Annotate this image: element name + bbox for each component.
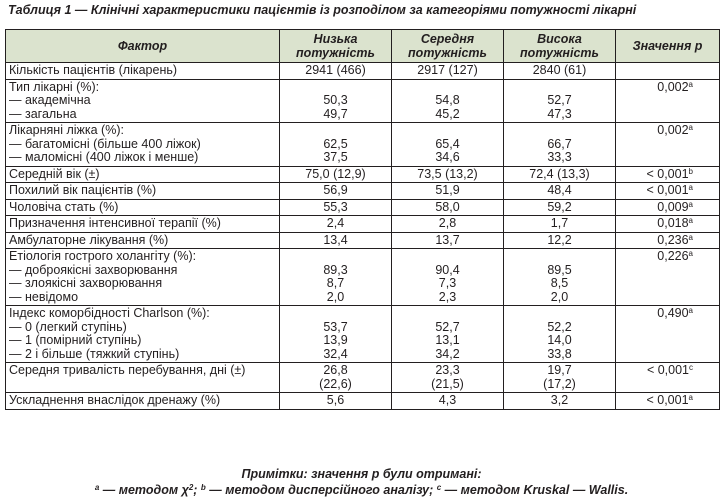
- row-outpatient: [6, 232, 720, 249]
- label: Середній вік (±): [6, 166, 280, 183]
- low-value: 89,3 8,7 2,0: [280, 249, 392, 306]
- high-value: 59,2: [504, 199, 616, 216]
- row-elderly: [6, 183, 720, 200]
- high-value: 3,2: [504, 393, 616, 410]
- p-value: 0,009$^a$: [616, 199, 720, 216]
- high-value: 2840 (61): [504, 63, 616, 80]
- header-medium-capacity: Середня потужність: [392, 30, 504, 63]
- medium-value: 58,0: [392, 199, 504, 216]
- row-drainage: [6, 393, 720, 410]
- row-etiology: [6, 249, 720, 306]
- row-male: [6, 199, 720, 216]
- p-value: < 0,001$^a$: [616, 183, 720, 200]
- label: Чоловіча стать (%): [6, 199, 280, 216]
- low-value: 56,9: [280, 183, 392, 200]
- medium-value: 65,4 34,6: [392, 123, 504, 167]
- label: Похилий вік пацієнтів (%): [6, 183, 280, 200]
- header-low-capacity: Низька потужність: [280, 30, 392, 63]
- header-factor: Фактор: [6, 30, 280, 63]
- label: Тип лікарні (%): — академічна — загальна: [6, 79, 280, 123]
- medium-value: 13,7: [392, 232, 504, 249]
- row-age: [6, 166, 720, 183]
- label: Кількість пацієнтів (лікарень): [6, 63, 280, 80]
- medium-value: 52,7 13,1 34,2: [392, 306, 504, 363]
- clinical-characteristics-table: [5, 29, 720, 410]
- row-icu: [6, 216, 720, 233]
- high-value: 1,7: [504, 216, 616, 233]
- header-p-value: Значення р: [616, 30, 720, 63]
- medium-value: 73,5 (13,2): [392, 166, 504, 183]
- medium-value: 2,8: [392, 216, 504, 233]
- notes-line-1: Примітки: значення р були отримані:: [241, 467, 482, 481]
- label: Індекс коморбідності Charlson (%): — 0 (легкий ступінь) — 1 (помірний ступінь) — 2 і більше (тяжкий ступінь): [6, 306, 280, 363]
- label: Призначення інтенсивної терапії (%): [6, 216, 280, 233]
- p-value: < 0,001$^a$: [616, 393, 720, 410]
- p-value: [616, 63, 720, 80]
- p-value: 0,002$^a$: [616, 123, 720, 167]
- low-value: 2941 (466): [280, 63, 392, 80]
- high-value: 89,5 8,5 2,0: [504, 249, 616, 306]
- label: Ускладнення внаслідок дренажу (%): [6, 393, 280, 410]
- medium-value: 54,8 45,2: [392, 79, 504, 123]
- row-length-of-stay: [6, 363, 720, 393]
- p-value: 0,018$^a$: [616, 216, 720, 233]
- high-value: 12,2: [504, 232, 616, 249]
- high-value: 52,2 14,0 33,8: [504, 306, 616, 363]
- p-value: 0,002$^a$: [616, 79, 720, 123]
- high-value: 72,4 (13,3): [504, 166, 616, 183]
- label: Лікарняні ліжка (%): — багатомісні (більше 400 ліжок) — маломісні (400 ліжок і менше): [6, 123, 280, 167]
- medium-value: 23,3 (21,5): [392, 363, 504, 393]
- low-value: 50,3 49,7: [280, 79, 392, 123]
- low-value: 2,4: [280, 216, 392, 233]
- p-value: 0,226$^a$: [616, 249, 720, 306]
- table-notes: [0, 466, 723, 498]
- low-value: 55,3: [280, 199, 392, 216]
- p-value: 0,236$^a$: [616, 232, 720, 249]
- table-caption: Таблиця 1 — Клінічні характеристики пацієнтів із розподілом за категоріями потужності лікарні: [8, 3, 637, 17]
- p-value: < 0,001$^b$: [616, 166, 720, 183]
- medium-value: 51,9: [392, 183, 504, 200]
- medium-value: 2917 (127): [392, 63, 504, 80]
- row-hospital-type: [6, 79, 720, 123]
- low-value: 5,6: [280, 393, 392, 410]
- low-value: 75,0 (12,9): [280, 166, 392, 183]
- medium-value: 4,3: [392, 393, 504, 410]
- label: Етіологія гострого холангіту (%): — доброякісні захворювання — злоякісні захворювання — невідомо: [6, 249, 280, 306]
- label: Середня тривалість перебування, дні (±): [6, 363, 280, 393]
- high-value: 52,7 47,3: [504, 79, 616, 123]
- row-beds: [6, 123, 720, 167]
- notes-line-2: $^a$ — методом $\chi^2$; $^b$ — методом дисперсійного аналізу; $^c$ — методом Kruskal — Wallis.: [94, 483, 629, 497]
- table-header-row: [6, 30, 720, 63]
- p-value: 0,490$^a$: [616, 306, 720, 363]
- low-value: 13,4: [280, 232, 392, 249]
- medium-value: 90,4 7,3 2,3: [392, 249, 504, 306]
- low-value: 62,5 37,5: [280, 123, 392, 167]
- row-patients: [6, 63, 720, 80]
- high-value: 48,4: [504, 183, 616, 200]
- header-high-capacity: Висока потужність: [504, 30, 616, 63]
- label: Амбулаторне лікування (%): [6, 232, 280, 249]
- high-value: 66,7 33,3: [504, 123, 616, 167]
- low-value: 26,8 (22,6): [280, 363, 392, 393]
- p-value: < 0,001$^c$: [616, 363, 720, 393]
- row-charlson: [6, 306, 720, 363]
- low-value: 53,7 13,9 32,4: [280, 306, 392, 363]
- high-value: 19,7 (17,2): [504, 363, 616, 393]
